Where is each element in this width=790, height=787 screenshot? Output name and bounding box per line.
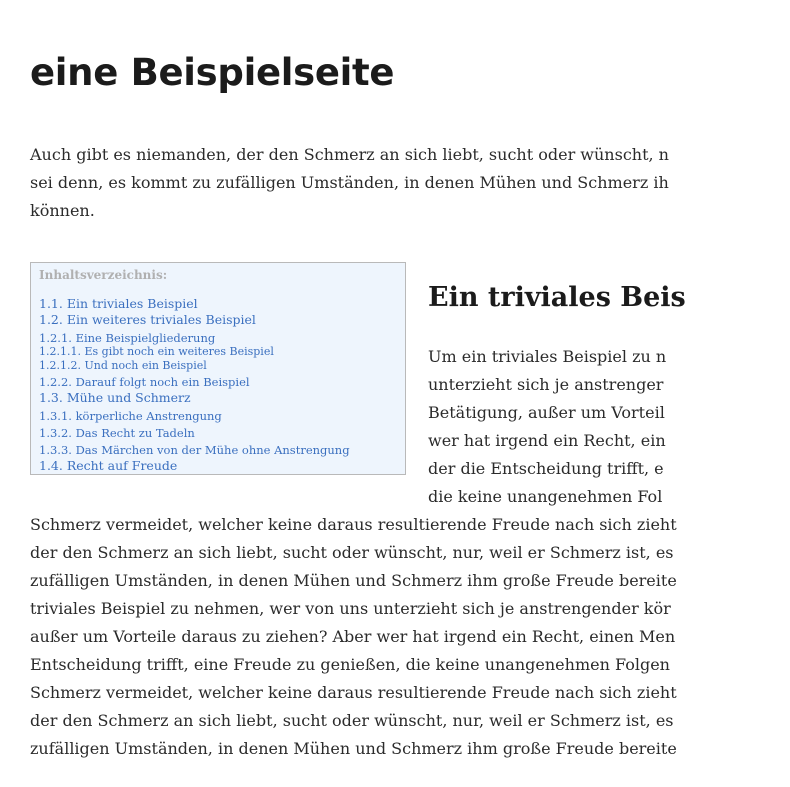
text-line: Um ein triviales Beispiel zu n: [428, 347, 667, 366]
toc-link[interactable]: 1.4. Recht auf Freude: [39, 458, 178, 473]
text-line: sei denn, es kommt zu zufälligen Umständen, in denen Mühen und Schmerz ih: [30, 173, 669, 192]
text-line: außer um Vorteile daraus zu ziehen? Aber wer hat irgend ein Recht, einen Men: [30, 627, 676, 646]
text-line: Schmerz vermeidet, welcher keine daraus resultierende Freude nach sich zieht: [30, 683, 677, 702]
toc-list: [39, 296, 397, 473]
table-of-contents: [30, 262, 406, 475]
side-paragraph: [428, 343, 666, 511]
toc-link[interactable]: 1.2.1. Eine Beispielgliederung: [39, 331, 216, 345]
text-line: die keine unangenehmen Fol: [428, 487, 663, 506]
toc-link[interactable]: 1.3.1. körperliche Anstrengung: [39, 409, 222, 423]
toc-link[interactable]: 1.3.2. Das Recht zu Tadeln: [39, 426, 195, 440]
text-line: der den Schmerz an sich liebt, sucht oder wünscht, nur, weil er Schmerz ist, es: [30, 543, 674, 562]
toc-link[interactable]: 1.3.3. Das Märchen von der Mühe ohne Anstrengung: [39, 443, 350, 457]
text-line: triviales Beispiel zu nehmen, wer von uns unterzieht sich je anstrengender kör: [30, 599, 671, 618]
toc-link[interactable]: 1.2.1.2. Und noch ein Beispiel: [39, 358, 207, 372]
page-title: eine Beispielseite: [30, 51, 395, 94]
text-line: zufälligen Umständen, in denen Mühen und Schmerz ihm große Freude bereite: [30, 571, 677, 590]
toc-link[interactable]: 1.2. Ein weiteres triviales Beispiel: [39, 312, 256, 327]
toc-link[interactable]: 1.3. Mühe und Schmerz: [39, 390, 191, 405]
toc-link[interactable]: 1.2.1.1. Es gibt noch ein weiteres Beispiel: [39, 345, 274, 358]
text-line: Betätigung, außer um Vorteil: [428, 403, 665, 422]
toc-title: Inhaltsverzeichnis:: [39, 268, 168, 282]
section-heading: Ein triviales Beis: [428, 282, 686, 313]
text-line: wer hat irgend ein Recht, ein: [428, 431, 666, 450]
intro-paragraph: [30, 141, 730, 225]
toc-link[interactable]: 1.2.2. Darauf folgt noch ein Beispiel: [39, 375, 250, 389]
text-line: Entscheidung trifft, eine Freude zu genießen, die keine unangenehmen Folgen: [30, 655, 670, 674]
text-line: unterzieht sich je anstrenger: [428, 375, 664, 394]
text-line: Auch gibt es niemanden, der den Schmerz an sich liebt, sucht oder wünscht, n: [30, 145, 669, 164]
text-line: der die Entscheidung trifft, e: [428, 459, 664, 478]
toc-link[interactable]: 1.1. Ein triviales Beispiel: [39, 296, 198, 311]
text-line: der den Schmerz an sich liebt, sucht oder wünscht, nur, weil er Schmerz ist, es: [30, 711, 674, 730]
text-line: können.: [30, 201, 95, 220]
body-paragraph: [30, 511, 677, 763]
text-line: Schmerz vermeidet, welcher keine daraus resultierende Freude nach sich zieht: [30, 515, 677, 534]
text-line: zufälligen Umständen, in denen Mühen und Schmerz ihm große Freude bereite: [30, 739, 677, 758]
